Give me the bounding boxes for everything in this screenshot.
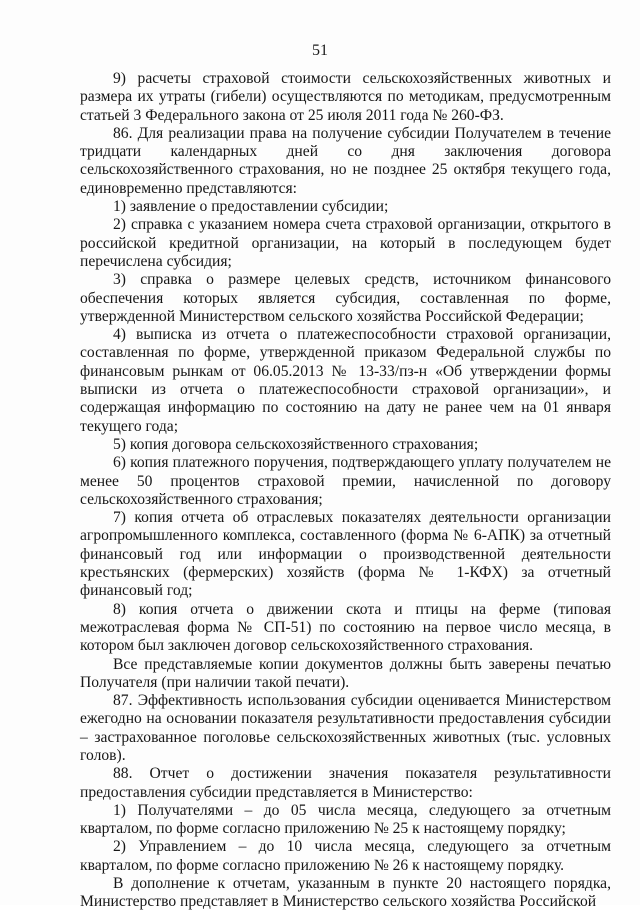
paragraph: 87. Эффективность использования субсидии оценивается Министерством ежегодно на основании показателя результативности предоставления субсидии – застрахованное поголовье сельскохозяйственных животных (тыс. условных голов). <box>80 692 611 764</box>
paragraph: 1) Получателями – до 05 числа месяца, следующего за отчетным кварталом, по форме согласно приложению № 25 к настоящему порядку; <box>80 801 611 838</box>
paragraph: Все представляемые копии документов должны быть заверены печатью Получателя (при наличии такой печати). <box>80 655 611 691</box>
paragraph: 5) копия договора сельскохозяйственного страхования; <box>113 435 479 453</box>
paragraph: 7) копия отчета об отраслевых показателях деятельности организации агропромышленного комплекса, составленного (форма № 6-АПК) за отчетный финансовый год или информации о производственной деятельности крестьянских (фермерских) хозяйств (форма № 1-КФХ) за отчетный финансовый год; <box>80 509 611 600</box>
paragraph: 9) расчеты страховой стоимости сельскохозяйственных животных и размера их утраты (гибели) осуществляются по методикам, предусмотренным статьей 3 Федерального закона от 25 июля 2011 года № 260-ФЗ. <box>80 70 611 124</box>
paragraph: 6) копия платежного поручения, подтверждающего уплату получателем не менее 50 процентов страховой премии, начисленной по договору сельскохозяйственного страхования; <box>80 454 611 508</box>
document-body <box>80 70 611 912</box>
paragraph: 4) выписка из отчета о платежеспособности страховой организации, составленная по форме, утвержденной приказом Федеральной службы по финансовым рынкам от 06.05.2013 № 13-33/пз-н «Об утверждении формы выписки из отчета о платежеспособности страховой организации», и содержащая информацию по состоянию на дату не ранее чем на 01 января текущего года; <box>80 326 611 435</box>
paragraph: 88. Отчет о достижении значения показателя результативности предоставления субсидии представляется в Министерство: <box>80 765 611 801</box>
paragraph: 1) заявление о предоставлении субсидии; <box>113 198 389 216</box>
paragraph: В дополнение к отчетам, указанным в пункте 20 настоящего порядка, Министерство представляет в Министерство сельского хозяйства Российской <box>80 875 611 911</box>
paragraph: 86. Для реализации права на получение субсидии Получателем в течение тридцати календарных дней со дня заключения договора сельскохозяйственного страхования, но не позднее 25 октября текущего года, единовременно представляются: <box>80 124 611 197</box>
paragraph: 2) Управлением – до 10 числа месяца, следующего за отчетным кварталом, по форме согласно приложению № 26 к настоящему порядку. <box>80 838 611 874</box>
paragraph: 2) справка с указанием номера счета страховой организации, открытого в российской кредитной организации, на который в последующем будет перечислена субсидия; <box>80 216 611 270</box>
page-number: 51 <box>312 42 328 59</box>
paragraph: 8) копия отчета о движении скота и птицы на ферме (типовая межотраслевая форма № СП-51) по состоянию на первое число месяца, в котором был заключен договор сельскохозяйственного страхования. <box>80 600 611 655</box>
paragraph: 3) справка о размере целевых средств, источником финансового обеспечения которых является субсидия, составленная по форме, утвержденной Министерством сельского хозяйства Российской Федерации; <box>80 271 611 325</box>
